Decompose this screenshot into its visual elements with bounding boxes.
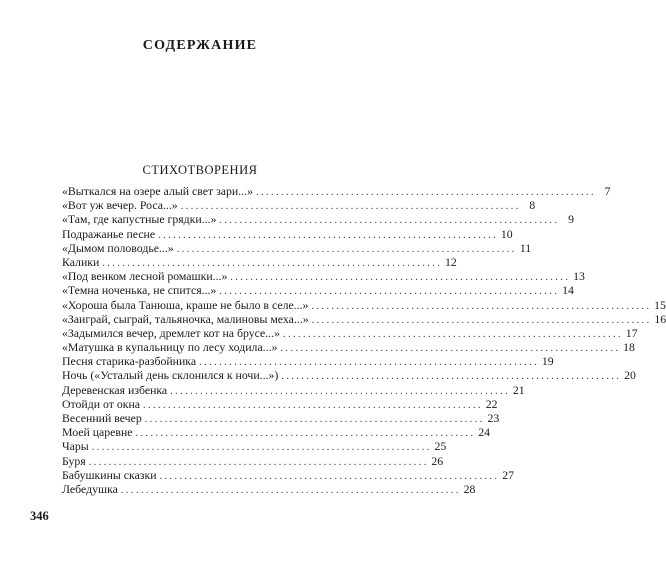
toc-entry-title: Моей царевне <box>62 425 133 440</box>
dot-leader <box>312 314 650 328</box>
toc-entry-page: 18 <box>623 340 635 355</box>
toc-entry-page: 12 <box>445 254 457 269</box>
toc-entry-title: Песня старика-разбойника <box>62 354 197 369</box>
dot-leader <box>311 300 649 314</box>
toc-entry <box>62 439 447 454</box>
toc-entry <box>62 425 491 440</box>
toc-entry <box>62 411 500 425</box>
toc-entry <box>62 198 536 213</box>
toc-entry <box>62 254 457 269</box>
dot-leader <box>230 271 568 285</box>
toc-entry-title: «Хороша была Танюша, краше не было в селе...» <box>62 297 309 312</box>
page-title: СОДЕРЖАНИЕ <box>142 38 258 53</box>
toc-entry <box>62 212 574 227</box>
toc-entry-title: «Дымом половодье...» <box>62 240 174 255</box>
toc-entry <box>62 368 636 383</box>
dot-leader <box>136 427 474 441</box>
toc-entry-page: 21 <box>512 382 525 397</box>
dot-leader <box>158 229 496 243</box>
toc-entry <box>62 481 476 496</box>
dot-leader <box>160 470 498 484</box>
toc-entry-page: 24 <box>478 425 491 440</box>
dot-leader <box>121 484 459 498</box>
toc-entry <box>62 311 666 326</box>
toc-entry-page: 17 <box>625 325 638 340</box>
toc-entry-title: Ночь («Усталый день склонился к ночи...») <box>62 368 279 383</box>
toc-entry-title: «Там, где капустные грядки...» <box>62 212 217 227</box>
toc-entry-title: Лебедушка <box>62 481 118 496</box>
toc-entry-title: «Заиграй, сыграй, тальяночка, малиновы меха...» <box>62 311 309 326</box>
dot-leader <box>170 385 508 399</box>
toc-entry-page: 15 <box>654 297 666 312</box>
toc-entry-title: Бабушкины сказки <box>62 467 157 482</box>
dot-leader <box>283 328 621 342</box>
toc-entry <box>62 382 525 397</box>
toc-entry <box>62 184 611 198</box>
toc-entry <box>62 396 498 411</box>
toc-entry-title: «Матушка в купальницу по лесу ходила...» <box>62 340 278 355</box>
toc-entry-page: 13 <box>573 269 585 284</box>
dot-leader <box>256 186 594 200</box>
toc-entry <box>62 340 635 355</box>
toc-entry-title: «Задымился вечер, дремлет кот на брусе...» <box>62 325 280 340</box>
section-title: СТИХОТВОРЕНИЯ <box>142 163 258 177</box>
toc-entry-page: 23 <box>487 411 500 425</box>
dot-leader <box>177 243 515 257</box>
toc-entry-title: Калики <box>62 254 100 269</box>
toc-entry-title: Чары <box>62 439 89 454</box>
toc-entry <box>62 467 515 482</box>
toc-entry-title: Подражанье песне <box>62 226 156 241</box>
toc-entry-page: 22 <box>485 396 498 411</box>
toc-entry-page: 9 <box>568 212 574 227</box>
toc-entry-page: 11 <box>519 240 532 255</box>
toc-entry-page: 26 <box>431 453 444 468</box>
toc-entry-title: Деревенская избенка <box>62 382 168 397</box>
dot-leader <box>92 441 430 455</box>
toc-entry-page: 25 <box>434 439 447 454</box>
toc-entry-page: 14 <box>562 283 574 298</box>
toc-entry-page: 28 <box>463 481 476 496</box>
dot-leader <box>145 413 483 427</box>
toc-entry-title: «Выткался на озере алый свет зари...» <box>62 184 253 198</box>
toc-entry-title: «Под венком лесной ромашки...» <box>62 269 228 284</box>
page-number: 346 <box>30 509 49 523</box>
toc-entry <box>62 283 574 298</box>
table-of-contents <box>62 184 666 496</box>
toc-entry <box>62 453 444 468</box>
toc-entry-title: «Вот уж вечер. Роса...» <box>62 198 178 213</box>
dot-leader <box>143 399 481 413</box>
toc-entry-page: 19 <box>541 354 554 369</box>
toc-entry-page: 10 <box>500 226 513 241</box>
toc-entry-title: Буря <box>62 453 86 468</box>
toc-entry-page: 27 <box>502 467 515 482</box>
toc-entry-page: 20 <box>624 368 636 383</box>
dot-leader <box>280 342 618 356</box>
toc-entry-title: Весенний вечер <box>62 411 142 425</box>
toc-entry <box>62 325 638 340</box>
toc-entry-page: 7 <box>604 184 611 198</box>
toc-entry-title: Отойди от окна <box>62 396 141 411</box>
toc-entry <box>62 240 532 255</box>
toc-entry-page: 16 <box>654 311 666 326</box>
toc-entry <box>62 297 666 312</box>
toc-entry <box>62 269 585 284</box>
dot-leader <box>281 370 619 384</box>
toc-entry-page: 8 <box>529 198 536 213</box>
dot-leader <box>181 200 519 214</box>
toc-entry-title: «Темна ноченька, не спится...» <box>62 283 217 298</box>
toc-entry <box>62 226 513 241</box>
toc-entry <box>62 354 554 369</box>
